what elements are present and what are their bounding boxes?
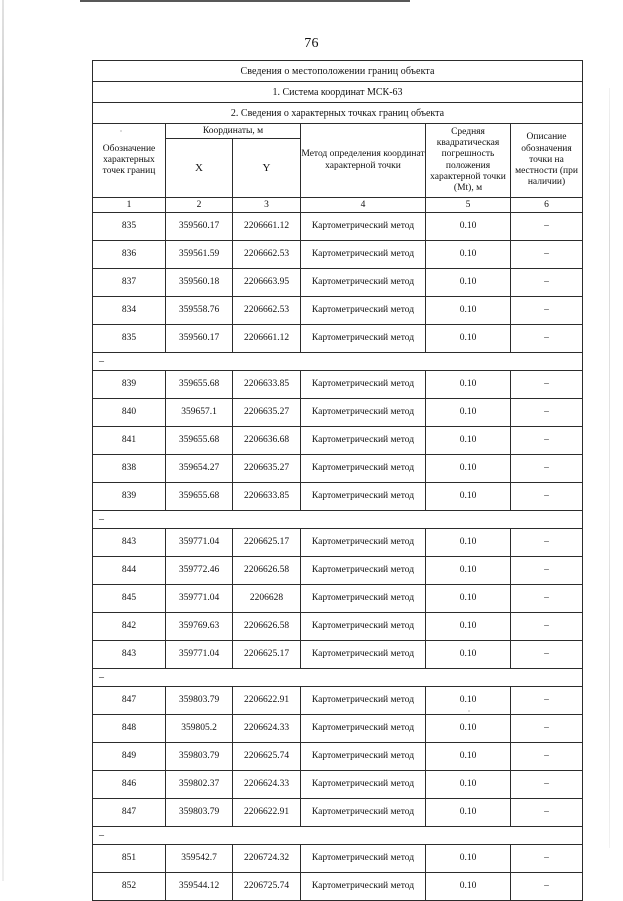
point-number: 841 <box>93 427 166 455</box>
table-row <box>93 241 583 269</box>
point-description: – <box>511 743 583 771</box>
point-description: – <box>511 845 583 873</box>
mean-square-error: 0.10 <box>426 873 511 901</box>
point-number: 851 <box>93 845 166 873</box>
coordinate-x: 359803.79 <box>166 799 233 827</box>
coordinate-x: 359771.04 <box>166 641 233 669</box>
determination-method: Картометрический метод <box>301 799 426 827</box>
coordinate-y: 2206724.32 <box>233 845 301 873</box>
coordinate-x: 359560.18 <box>166 269 233 297</box>
point-description: – <box>511 641 583 669</box>
point-description: – <box>511 213 583 241</box>
coordinate-x: 359655.68 <box>166 427 233 455</box>
coordinate-y: 2206628 <box>233 585 301 613</box>
table-row <box>93 873 583 901</box>
point-description: – <box>511 715 583 743</box>
coordinate-system-row <box>93 82 583 103</box>
mean-square-error: 0.10 <box>426 557 511 585</box>
point-number: 834 <box>93 297 166 325</box>
mean-square-error: 0.10 <box>426 845 511 873</box>
coordinate-x: 359542.7 <box>166 845 233 873</box>
block-separator-row <box>93 827 583 845</box>
header-x: X <box>166 139 233 198</box>
scan-artifact-right-edge <box>609 88 610 848</box>
coordinate-x: 359805.2 <box>166 715 233 743</box>
mean-square-error: 0.10 <box>426 529 511 557</box>
determination-method: Картометрический метод <box>301 845 426 873</box>
section-points-row <box>93 103 583 124</box>
table-row <box>93 771 583 799</box>
coordinate-x: 359802.37 <box>166 771 233 799</box>
coordinate-y: 2206622.91 <box>233 799 301 827</box>
table-row <box>93 455 583 483</box>
point-number: 848 <box>93 715 166 743</box>
point-number: 844 <box>93 557 166 585</box>
point-number: 846 <box>93 771 166 799</box>
mean-square-error: 0.10 <box>426 325 511 353</box>
determination-method: Картометрический метод <box>301 427 426 455</box>
table-row <box>93 325 583 353</box>
mean-square-error: 0.10 <box>426 297 511 325</box>
header-mean-square-error: Средняя квадратическая погрешность положения характерной точки (Мt), м <box>426 124 511 198</box>
mean-square-error: 0.10 <box>426 715 511 743</box>
mean-square-error: 0.10 <box>426 743 511 771</box>
point-description: – <box>511 427 583 455</box>
block-separator-row <box>93 353 583 371</box>
column-number: 1 <box>93 198 166 213</box>
column-number-row <box>93 198 583 213</box>
point-number: 849 <box>93 743 166 771</box>
point-description: – <box>511 557 583 585</box>
point-description: – <box>511 799 583 827</box>
coordinate-y: 2206622.91 <box>233 687 301 715</box>
mean-square-error: 0.10 <box>426 641 511 669</box>
block-separator-mark: – <box>93 353 583 371</box>
coordinate-y: 2206725.74 <box>233 873 301 901</box>
coordinate-y: 2206662.53 <box>233 241 301 269</box>
point-number: 842 <box>93 613 166 641</box>
header-point-designation: Обозначение характерных точек границ <box>93 124 166 198</box>
header-y: Y <box>233 139 301 198</box>
coordinate-system-label: 1. Система координат МСК-63 <box>93 82 583 103</box>
point-number: 840 <box>93 399 166 427</box>
table-row <box>93 269 583 297</box>
table-row <box>93 529 583 557</box>
point-description: – <box>511 873 583 901</box>
coordinate-x: 359654.27 <box>166 455 233 483</box>
determination-method: Картометрический метод <box>301 715 426 743</box>
table-row <box>93 743 583 771</box>
coordinate-y: 2206633.85 <box>233 371 301 399</box>
point-description: – <box>511 399 583 427</box>
page-number: 76 <box>304 36 319 51</box>
determination-method: Картометрический метод <box>301 771 426 799</box>
table-row <box>93 557 583 585</box>
coordinate-x: 359544.12 <box>166 873 233 901</box>
mean-square-error: 0.10 <box>426 427 511 455</box>
point-description: – <box>511 483 583 511</box>
scan-artifact-left-edge <box>2 0 4 881</box>
point-number: 835 <box>93 213 166 241</box>
table-row <box>93 399 583 427</box>
mean-square-error: 0.10 <box>426 455 511 483</box>
coordinate-y: 2206625.17 <box>233 641 301 669</box>
point-description: – <box>511 529 583 557</box>
determination-method: Картометрический метод <box>301 325 426 353</box>
coordinate-x: 359560.17 <box>166 213 233 241</box>
point-number: 845 <box>93 585 166 613</box>
determination-method: Картометрический метод <box>301 613 426 641</box>
determination-method: Картометрический метод <box>301 297 426 325</box>
point-number: 836 <box>93 241 166 269</box>
determination-method: Картометрический метод <box>301 529 426 557</box>
block-separator-row <box>93 669 583 687</box>
determination-method: Картометрический метод <box>301 399 426 427</box>
determination-method: Картометрический метод <box>301 241 426 269</box>
point-number: 852 <box>93 873 166 901</box>
point-number: 835 <box>93 325 166 353</box>
table-row <box>93 483 583 511</box>
point-number: 847 <box>93 687 166 715</box>
determination-method: Картометрический метод <box>301 873 426 901</box>
mean-square-error: 0.10 <box>426 269 511 297</box>
table-row <box>93 585 583 613</box>
coordinate-x: 359803.79 <box>166 687 233 715</box>
coordinate-x: 359803.79 <box>166 743 233 771</box>
coordinate-x: 359655.68 <box>166 483 233 511</box>
point-description: – <box>511 687 583 715</box>
point-description: – <box>511 371 583 399</box>
point-description: – <box>511 771 583 799</box>
coordinate-x: 359558.76 <box>166 297 233 325</box>
determination-method: Картометрический метод <box>301 269 426 297</box>
coordinate-y: 2206626.58 <box>233 613 301 641</box>
table-row <box>93 641 583 669</box>
point-number: 843 <box>93 529 166 557</box>
coordinate-y: 2206663.95 <box>233 269 301 297</box>
point-number: 837 <box>93 269 166 297</box>
column-number: 3 <box>233 198 301 213</box>
point-description: – <box>511 325 583 353</box>
coordinate-y: 2206625.17 <box>233 529 301 557</box>
mean-square-error: 0.10 <box>426 241 511 269</box>
table-row <box>93 687 583 715</box>
coordinate-x: 359655.68 <box>166 371 233 399</box>
coordinate-x: 359771.04 <box>166 585 233 613</box>
coordinate-x: 359772.46 <box>166 557 233 585</box>
coordinate-y: 2206633.85 <box>233 483 301 511</box>
coordinate-y: 2206636.68 <box>233 427 301 455</box>
block-separator-mark: – <box>93 827 583 845</box>
coordinate-y: 2206624.33 <box>233 771 301 799</box>
block-separator-mark: – <box>93 511 583 529</box>
determination-method: Картометрический метод <box>301 483 426 511</box>
coordinate-y: 2206626.58 <box>233 557 301 585</box>
coordinate-y: 2206625.74 <box>233 743 301 771</box>
point-number: 843 <box>93 641 166 669</box>
determination-method: Картометрический метод <box>301 213 426 241</box>
point-number: 838 <box>93 455 166 483</box>
mean-square-error: 0.10 <box>426 213 511 241</box>
scan-artifact-top-edge <box>80 0 410 2</box>
column-number: 2 <box>166 198 233 213</box>
determination-method: Картометрический метод <box>301 641 426 669</box>
coordinate-x: 359560.17 <box>166 325 233 353</box>
point-description: – <box>511 585 583 613</box>
table-row <box>93 213 583 241</box>
coordinate-y: 2206635.27 <box>233 399 301 427</box>
column-number: 5 <box>426 198 511 213</box>
header-method: Метод определения координат характерной точки <box>301 124 426 198</box>
coordinate-x: 359657.1 <box>166 399 233 427</box>
determination-method: Картометрический метод <box>301 557 426 585</box>
point-description: – <box>511 613 583 641</box>
table-row <box>93 845 583 873</box>
header-coordinates-group: Координаты, м <box>166 124 301 139</box>
mean-square-error: 0.10 <box>426 613 511 641</box>
determination-method: Картометрический метод <box>301 371 426 399</box>
table-row <box>93 715 583 743</box>
determination-method: Картометрический метод <box>301 687 426 715</box>
coordinate-x: 359771.04 <box>166 529 233 557</box>
table-title-row <box>93 61 583 82</box>
point-description: – <box>511 455 583 483</box>
coordinate-y: 2206662.53 <box>233 297 301 325</box>
coordinate-y: 2206624.33 <box>233 715 301 743</box>
mean-square-error: 0.10 <box>426 585 511 613</box>
mean-square-error: 0.10 <box>426 399 511 427</box>
mean-square-error: 0.10 <box>426 687 511 715</box>
header-row-main <box>93 124 583 139</box>
table-title: Сведения о местоположении границ объекта <box>93 61 583 82</box>
point-number: 847 <box>93 799 166 827</box>
block-separator-row <box>93 511 583 529</box>
coordinate-x: 359769.63 <box>166 613 233 641</box>
determination-method: Картометрический метод <box>301 585 426 613</box>
point-number: 839 <box>93 483 166 511</box>
table-row <box>93 799 583 827</box>
table-row <box>93 427 583 455</box>
point-number: 839 <box>93 371 166 399</box>
coordinate-x: 359561.59 <box>166 241 233 269</box>
table-row <box>93 297 583 325</box>
point-description: – <box>511 269 583 297</box>
point-description: – <box>511 241 583 269</box>
mean-square-error: 0.10 <box>426 771 511 799</box>
boundary-points-table <box>92 60 583 901</box>
table-row <box>93 371 583 399</box>
coordinate-y: 2206661.12 <box>233 325 301 353</box>
mean-square-error: 0.10 <box>426 483 511 511</box>
determination-method: Картометрический метод <box>301 743 426 771</box>
coordinate-y: 2206661.12 <box>233 213 301 241</box>
column-number: 6 <box>511 198 583 213</box>
determination-method: Картометрический метод <box>301 455 426 483</box>
block-separator-mark: – <box>93 669 583 687</box>
point-description: – <box>511 297 583 325</box>
header-description: Описание обозначения точки на местности (при наличии) <box>511 124 583 198</box>
table-row <box>93 613 583 641</box>
section-points-label: 2. Сведения о характерных точках границ объекта <box>93 103 583 124</box>
column-number: 4 <box>301 198 426 213</box>
mean-square-error: 0.10 <box>426 799 511 827</box>
coordinate-y: 2206635.27 <box>233 455 301 483</box>
mean-square-error: 0.10 <box>426 371 511 399</box>
